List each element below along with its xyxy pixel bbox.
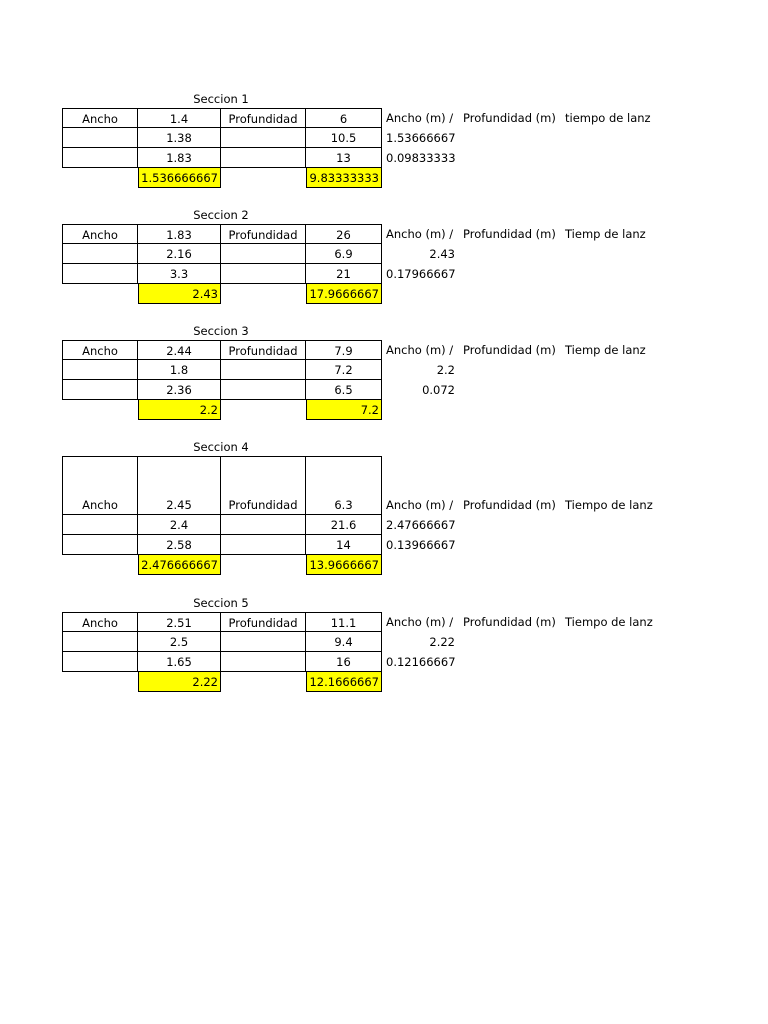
ratio-result: 0.17966667 — [386, 267, 456, 281]
profundidad-average[interactable]: 13.9666667 — [306, 555, 382, 575]
profundidad-label[interactable]: Profundidad — [221, 456, 306, 515]
ancho-unit-header: Ancho (m) / — [386, 343, 454, 357]
ancho-label[interactable]: Ancho — [62, 612, 138, 632]
profundidad-cell[interactable]: 14 — [306, 535, 382, 555]
ancho-label[interactable]: Ancho — [62, 340, 138, 360]
average-row — [62, 400, 382, 420]
ancho-unit-header: Ancho (m) / — [386, 227, 454, 241]
section-title: Seccion 5 — [193, 596, 249, 610]
profundidad-cell[interactable]: 6.9 — [306, 244, 382, 264]
tiempo-header: Tiemp de lanz — [565, 343, 646, 357]
table-row — [62, 244, 382, 264]
ancho-cell[interactable]: 1.38 — [138, 128, 221, 148]
profundidad-cell[interactable]: 6.5 — [306, 380, 382, 400]
ancho-cell[interactable]: 1.65 — [138, 652, 221, 672]
empty-cell[interactable] — [62, 244, 138, 264]
profundidad-unit-header: Profundidad (m) — [463, 111, 556, 125]
ancho-cell[interactable]: 2.16 — [138, 244, 221, 264]
average-row — [62, 672, 382, 692]
empty-cell[interactable] — [62, 264, 138, 284]
profundidad-average[interactable]: 12.1666667 — [306, 672, 382, 692]
ancho-result: 1.53666667 — [386, 131, 456, 145]
profundidad-average[interactable]: 7.2 — [306, 400, 382, 420]
profundidad-label[interactable]: Profundidad — [221, 108, 306, 128]
profundidad-cell[interactable]: 16 — [306, 652, 382, 672]
table-row — [62, 515, 382, 535]
section-title: Seccion 2 — [193, 208, 249, 222]
ancho-cell[interactable]: 1.8 — [138, 360, 221, 380]
profundidad-average[interactable]: 17.9666667 — [306, 284, 382, 304]
ancho-label[interactable]: Ancho — [62, 456, 138, 515]
ancho-cell[interactable]: 2.36 — [138, 380, 221, 400]
ancho-cell[interactable]: 2.4 — [138, 515, 221, 535]
empty-cell[interactable] — [221, 360, 306, 380]
profundidad-value[interactable]: 7.9 — [306, 340, 382, 360]
empty-cell[interactable] — [221, 632, 306, 652]
profundidad-cell[interactable]: 21 — [306, 264, 382, 284]
header-row — [62, 108, 382, 128]
ratio-result: 0.12166667 — [386, 655, 456, 669]
ancho-unit-header: Ancho (m) / — [386, 498, 454, 512]
profundidad-value[interactable]: 26 — [306, 224, 382, 244]
empty-cell[interactable] — [62, 128, 138, 148]
empty-cell[interactable] — [221, 535, 306, 555]
ancho-average[interactable]: 2.2 — [138, 400, 221, 420]
profundidad-average[interactable]: 9.83333333 — [306, 168, 382, 188]
ancho-unit-header: Ancho (m) / — [386, 111, 454, 125]
table-row — [62, 264, 382, 284]
ancho-result: 2.22 — [429, 635, 455, 649]
empty-cell[interactable] — [221, 380, 306, 400]
tiempo-header: tiempo de lanz — [565, 111, 651, 125]
header-row — [62, 456, 382, 515]
profundidad-value[interactable]: 6.3 — [306, 456, 382, 515]
ancho-value[interactable]: 2.51 — [138, 612, 221, 632]
profundidad-unit-header: Profundidad (m) — [463, 227, 556, 241]
ratio-result: 0.09833333 — [386, 151, 456, 165]
header-row — [62, 224, 382, 244]
section-table — [62, 612, 382, 692]
header-row — [62, 612, 382, 632]
empty-cell[interactable] — [221, 128, 306, 148]
section-table — [62, 108, 382, 188]
ancho-label[interactable]: Ancho — [62, 108, 138, 128]
empty-cell[interactable] — [221, 652, 306, 672]
profundidad-unit-header: Profundidad (m) — [463, 343, 556, 357]
empty-cell[interactable] — [62, 380, 138, 400]
tiempo-header: Tiempo de lanz — [565, 615, 653, 629]
ancho-cell[interactable]: 2.58 — [138, 535, 221, 555]
empty-cell[interactable] — [221, 148, 306, 168]
empty-cell[interactable] — [62, 652, 138, 672]
table-row — [62, 360, 382, 380]
profundidad-cell[interactable]: 13 — [306, 148, 382, 168]
ancho-value[interactable]: 2.45 — [138, 456, 221, 515]
ancho-cell[interactable]: 3.3 — [138, 264, 221, 284]
ratio-result: 0.072 — [422, 383, 455, 397]
empty-cell[interactable] — [221, 264, 306, 284]
table-row — [62, 148, 382, 168]
tiempo-header: Tiemp de lanz — [565, 227, 646, 241]
profundidad-cell[interactable]: 10.5 — [306, 128, 382, 148]
average-row — [62, 555, 382, 575]
ancho-label[interactable]: Ancho — [62, 224, 138, 244]
tiempo-header: Tiempo de lanz — [565, 498, 653, 512]
ancho-value[interactable]: 2.44 — [138, 340, 221, 360]
profundidad-value[interactable]: 11.1 — [306, 612, 382, 632]
empty-cell[interactable] — [62, 632, 138, 652]
table-row — [62, 652, 382, 672]
profundidad-label[interactable]: Profundidad — [221, 340, 306, 360]
profundidad-value[interactable]: 6 — [306, 108, 382, 128]
ancho-value[interactable]: 1.83 — [138, 224, 221, 244]
section-table — [62, 340, 382, 420]
ancho-result: 2.43 — [429, 247, 455, 261]
ancho-average[interactable]: 2.43 — [138, 284, 221, 304]
ancho-cell[interactable]: 1.83 — [138, 148, 221, 168]
profundidad-unit-header: Profundidad (m) — [463, 498, 556, 512]
table-row — [62, 380, 382, 400]
ratio-result: 0.13966667 — [386, 538, 456, 552]
average-row — [62, 168, 382, 188]
ancho-average[interactable]: 2.476666667 — [138, 555, 221, 575]
empty-cell[interactable] — [221, 244, 306, 264]
section-table — [62, 224, 382, 304]
profundidad-label[interactable]: Profundidad — [221, 224, 306, 244]
profundidad-label[interactable]: Profundidad — [221, 612, 306, 632]
profundidad-cell[interactable]: 21.6 — [306, 515, 382, 535]
table-row — [62, 535, 382, 555]
header-row — [62, 340, 382, 360]
empty-cell[interactable] — [221, 515, 306, 535]
ancho-cell[interactable]: 2.5 — [138, 632, 221, 652]
empty-cell[interactable] — [62, 535, 138, 555]
ancho-average[interactable]: 2.22 — [138, 672, 221, 692]
section-title: Seccion 1 — [193, 92, 249, 106]
empty-cell[interactable] — [62, 148, 138, 168]
profundidad-cell[interactable]: 7.2 — [306, 360, 382, 380]
section-title: Seccion 3 — [193, 324, 249, 338]
empty-cell[interactable] — [62, 360, 138, 380]
average-row — [62, 284, 382, 304]
ancho-result: 2.47666667 — [386, 518, 456, 532]
ancho-result: 2.2 — [436, 363, 455, 377]
table-row — [62, 632, 382, 652]
section-title: Seccion 4 — [193, 440, 249, 454]
ancho-average[interactable]: 1.536666667 — [138, 168, 221, 188]
profundidad-cell[interactable]: 9.4 — [306, 632, 382, 652]
empty-cell[interactable] — [62, 515, 138, 535]
section-table — [62, 456, 382, 575]
ancho-unit-header: Ancho (m) / — [386, 615, 454, 629]
table-row — [62, 128, 382, 148]
profundidad-unit-header: Profundidad (m) — [463, 615, 556, 629]
ancho-value[interactable]: 1.4 — [138, 108, 221, 128]
